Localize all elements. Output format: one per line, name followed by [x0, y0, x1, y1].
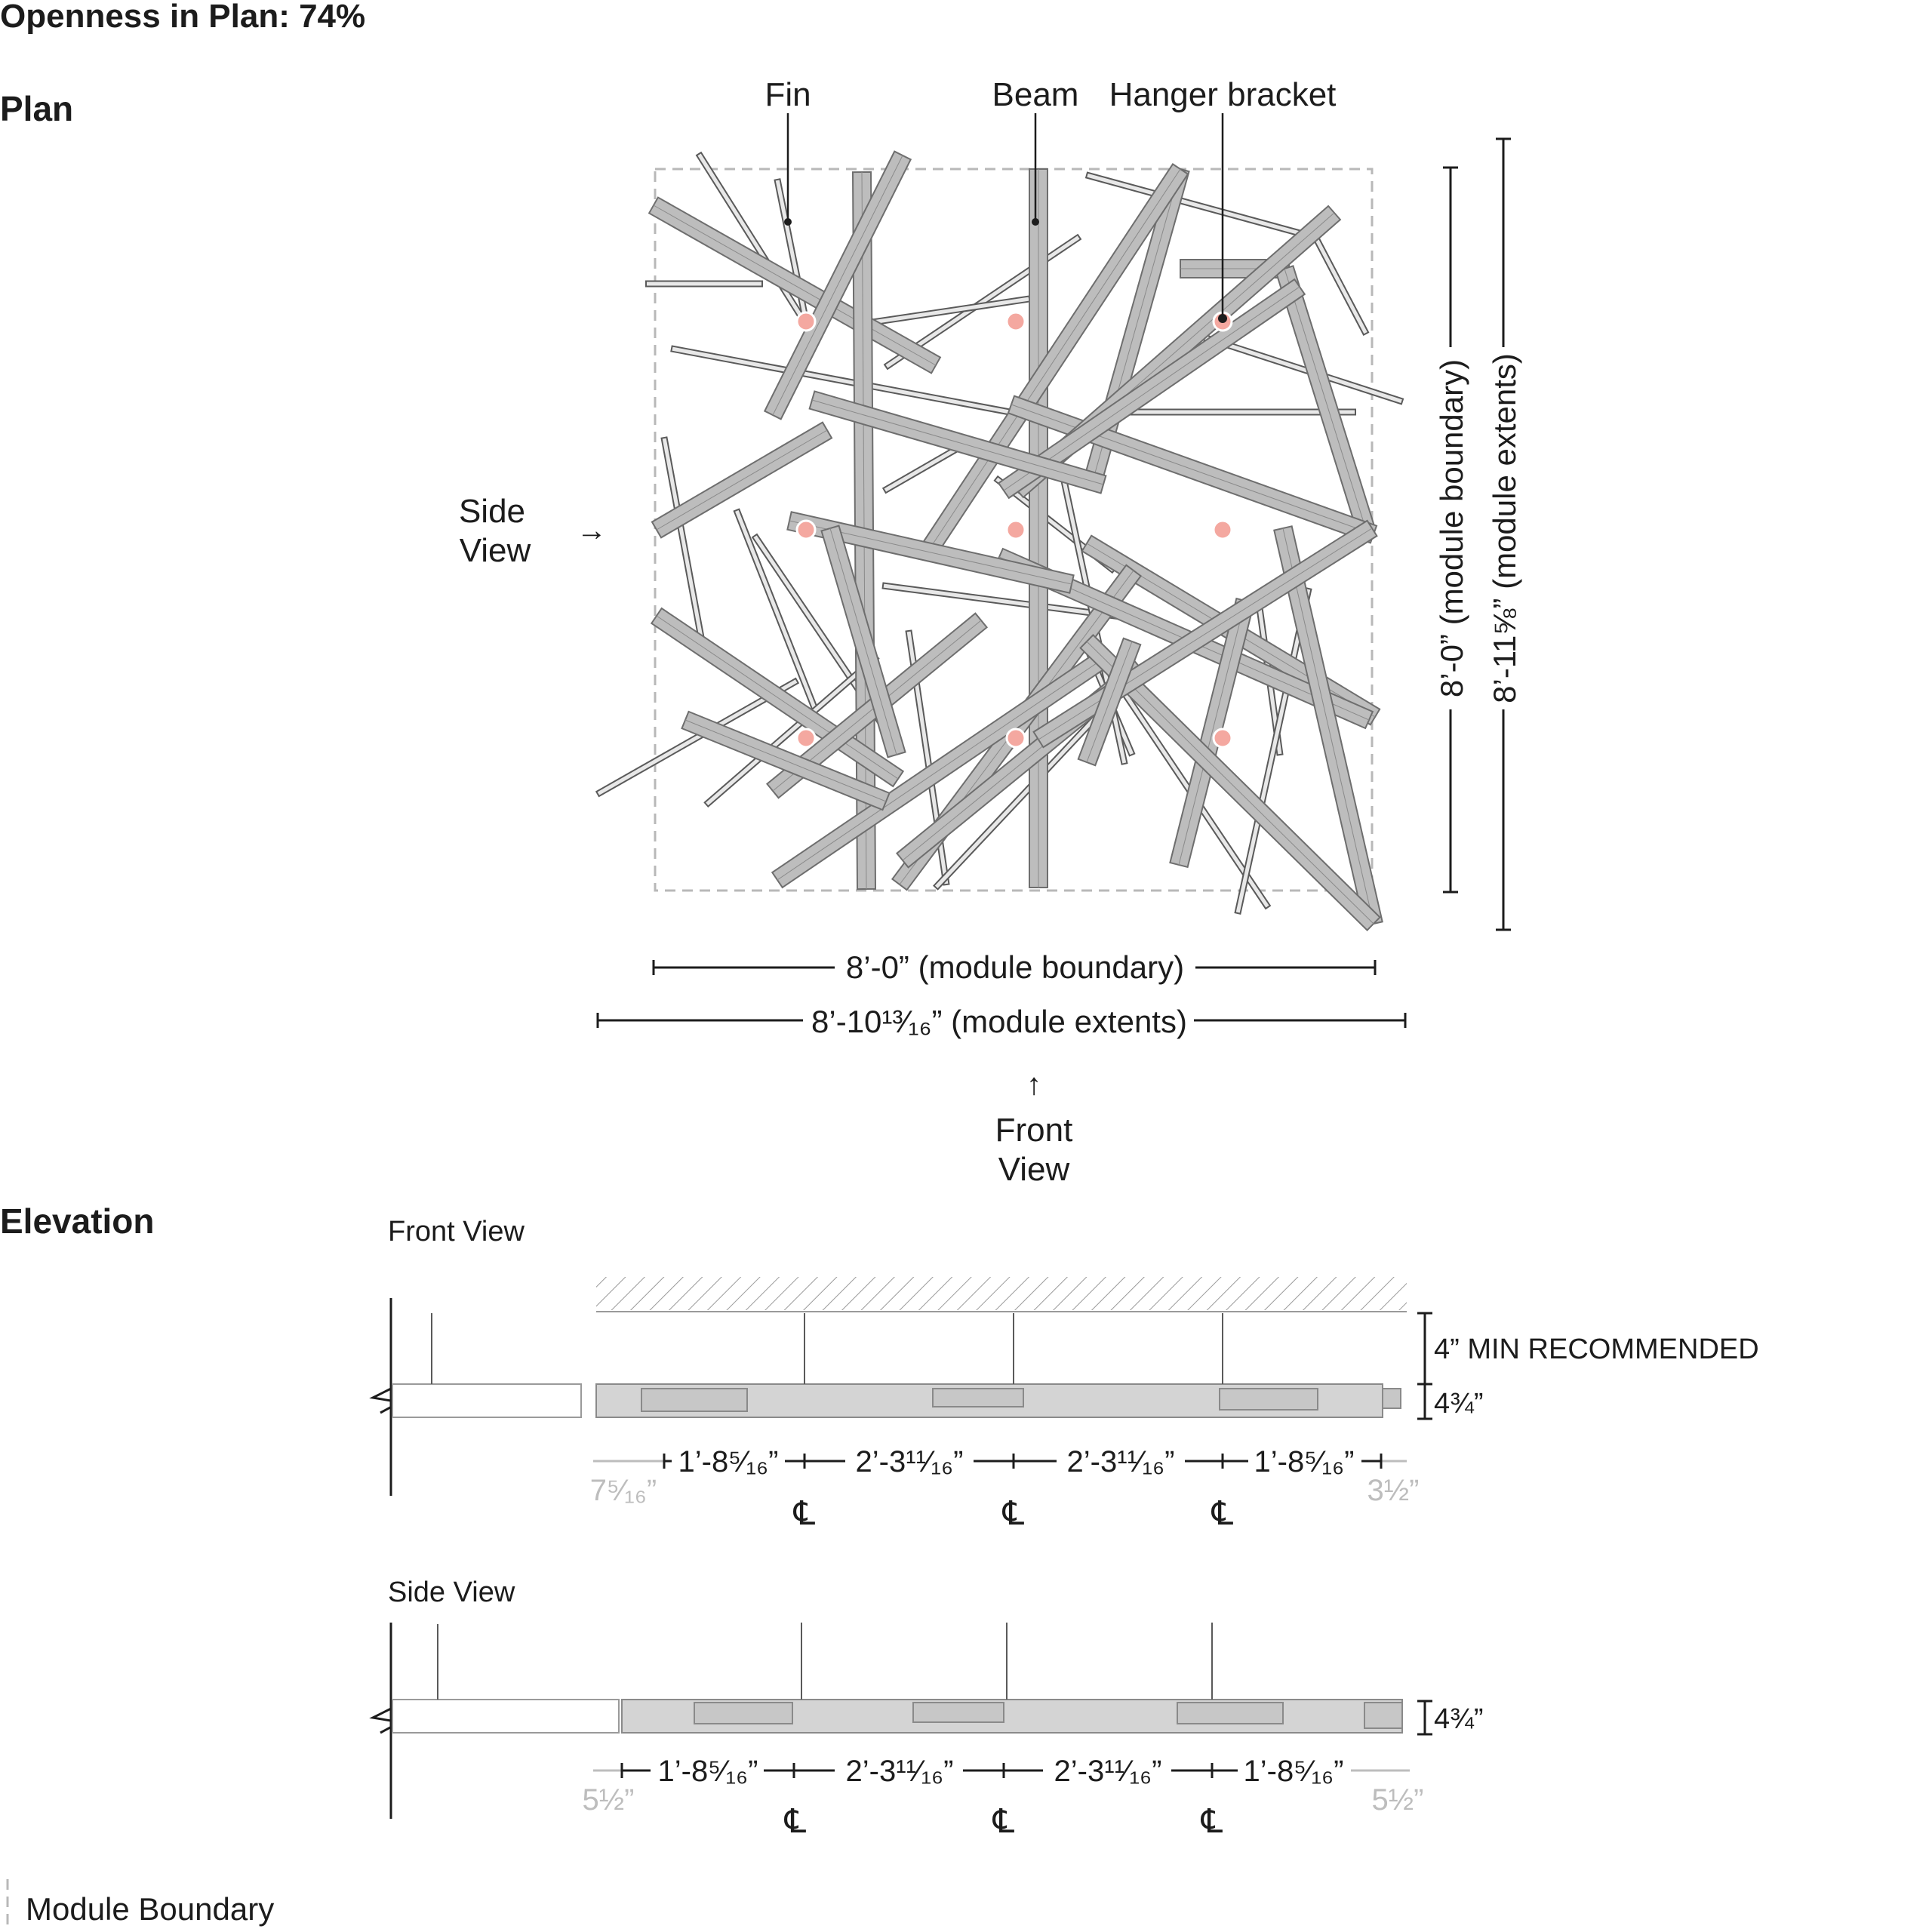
- side-adjacent-module-ghost: [392, 1700, 619, 1733]
- front-view-label-line2: View: [998, 1151, 1070, 1188]
- fin: [1086, 173, 1320, 242]
- front-span-1: 1’-8⁵⁄₁₆”: [678, 1445, 779, 1478]
- hanger-bracket: [1007, 312, 1025, 331]
- beam-leader-dot: [1032, 218, 1039, 226]
- front-span-3: 2’-3¹¹⁄₁₆”: [1066, 1445, 1175, 1478]
- side-view-label-line1: Side: [458, 493, 526, 530]
- hanger-bracket: [1007, 729, 1025, 747]
- front-centerline-3: ℄: [1211, 1495, 1234, 1532]
- beam-centerline: [928, 169, 1180, 551]
- adjacent-module-ghost: [392, 1384, 581, 1417]
- ceiling-hatch: [596, 1277, 1407, 1310]
- hanger-bracket: [1007, 521, 1025, 539]
- side-span-3: 2’-3¹¹⁄₁₆”: [1054, 1755, 1162, 1788]
- side-span-4: 1’-8⁵⁄₁₆”: [1243, 1755, 1344, 1788]
- side-span-2: 2’-3¹¹⁄₁₆”: [845, 1755, 954, 1788]
- legend: [8, 1879, 274, 1929]
- front-span-2: 2’-3¹¹⁄₁₆”: [855, 1445, 964, 1478]
- hanger-bracket-label: Hanger bracket: [1109, 76, 1337, 113]
- side-centerline-2: ℄: [992, 1803, 1015, 1840]
- legend-module-boundary-label: Module Boundary: [26, 1891, 275, 1927]
- side-depth-label: 4¾”: [1434, 1703, 1484, 1735]
- side-view-label-line2: View: [459, 532, 531, 569]
- width-boundary-dimension: [654, 949, 1375, 985]
- fin: [662, 437, 705, 641]
- front-centerline-2: ℄: [1002, 1495, 1025, 1532]
- plan-drawing: [459, 76, 1522, 1188]
- front-offset-right: 3½”: [1367, 1474, 1420, 1507]
- width-boundary-label: 8’-0” (module boundary): [845, 949, 1185, 985]
- front-view-title: Front View: [388, 1216, 525, 1247]
- hanger-leader-dot: [1218, 314, 1227, 323]
- hanger-bracket: [1214, 521, 1232, 539]
- height-boundary-dimension: [1434, 168, 1469, 892]
- hanger-bracket: [1214, 729, 1232, 747]
- front-view-arrow-icon: ↑: [1026, 1068, 1041, 1101]
- height-extents-label: 8’-11⅝” (module extents): [1487, 353, 1522, 703]
- fin: [646, 281, 762, 287]
- side-view-title: Side View: [388, 1577, 515, 1608]
- height-extents-dimension: [1487, 139, 1522, 930]
- hanger-bracket: [797, 521, 815, 539]
- side-centerline-1: ℄: [784, 1803, 807, 1840]
- plan-heading: Plan: [0, 89, 74, 128]
- front-offset-left: 7⁵⁄₁₆”: [589, 1474, 657, 1507]
- side-view-elevation: [373, 1577, 1483, 1840]
- front-centerline-1: ℄: [793, 1495, 816, 1532]
- fin-label: Fin: [764, 76, 811, 113]
- height-boundary-label: 8’-0” (module boundary): [1434, 358, 1469, 698]
- front-span-4: 1’-8⁵⁄₁₆”: [1254, 1445, 1355, 1478]
- width-extents-dimension: [598, 1004, 1405, 1039]
- beam-label: Beam: [992, 76, 1079, 113]
- front-depth-label: 4¾”: [1434, 1388, 1484, 1420]
- front-view-label-line1: Front: [995, 1112, 1073, 1149]
- side-span-1: 1’-8⁵⁄₁₆”: [657, 1755, 758, 1788]
- openness-heading: Openness in Plan: 74%: [0, 0, 366, 35]
- elevation-heading: Elevation: [0, 1201, 155, 1241]
- front-clearance-label: 4” MIN RECOMMENDED: [1434, 1334, 1759, 1365]
- width-extents-label: 8’-10¹³⁄₁₆” (module extents): [811, 1004, 1187, 1039]
- fin-leader-dot: [784, 218, 792, 226]
- side-offset-right: 5½”: [1371, 1783, 1424, 1817]
- front-view-elevation: [373, 1216, 1759, 1532]
- hanger-bracket: [797, 312, 815, 331]
- fin: [1314, 237, 1368, 334]
- side-view-arrow-icon: →: [577, 514, 607, 547]
- side-centerline-3: ℄: [1201, 1803, 1223, 1840]
- hanger-bracket: [797, 729, 815, 747]
- fin: [857, 297, 1029, 328]
- side-offset-left: 5½”: [582, 1783, 635, 1817]
